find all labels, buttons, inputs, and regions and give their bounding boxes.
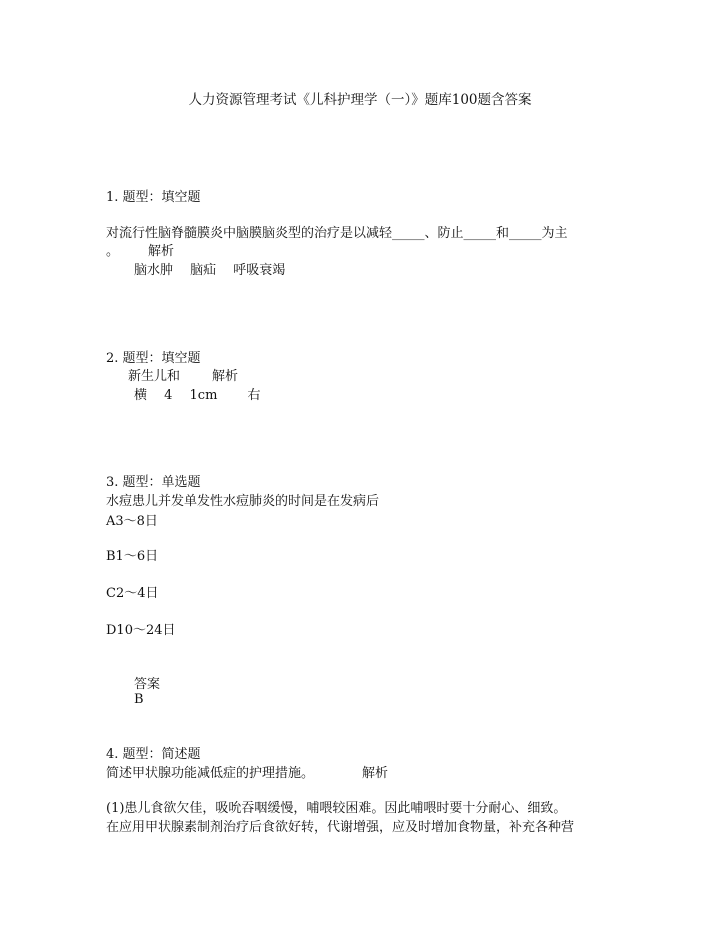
question-4-analysis-label: 解析 xyxy=(362,766,389,781)
question-3-option-c: C2～4日 xyxy=(106,586,159,601)
question-2-stem: 新生儿和 xyxy=(128,369,181,384)
question-1-stem-end: 。 xyxy=(106,244,120,259)
question-3-option-a: A3～8日 xyxy=(106,514,158,529)
question-3-header: 3. 题型：单选题 xyxy=(106,475,201,490)
question-2-analysis-label: 解析 xyxy=(212,369,239,384)
question-4-stem: 简述甲状腺功能减低症的护理措施。 xyxy=(106,766,315,781)
question-1-answer: 脑水肿 脑疝 呼吸衰竭 xyxy=(134,263,286,278)
document-title: 人力资源管理考试《儿科护理学（一）》题库100题含答案 xyxy=(188,92,532,108)
question-3-option-d: D10～24日 xyxy=(106,623,176,638)
question-4-body-line-1: (1)患儿食欲欠佳，吸吮吞咽缓慢，哺喂较困难。因此哺喂时要十分耐心、细致。 xyxy=(106,801,567,816)
question-3-option-b: B1～6日 xyxy=(106,549,159,564)
question-1-stem: 对流行性脑脊髓膜炎中脑膜脑炎型的治疗是以减轻_____、防止_____和_____为主 xyxy=(106,226,568,241)
question-2-answer: 横 4 1cm 右 xyxy=(134,388,261,403)
question-1-header: 1. 题型：填空题 xyxy=(106,190,201,205)
question-3-answer-label: 答案 xyxy=(134,677,161,692)
question-1-analysis-label: 解析 xyxy=(148,244,175,259)
question-4-header: 4. 题型：简述题 xyxy=(106,747,201,762)
question-2-header: 2. 题型：填空题 xyxy=(106,351,201,366)
question-3-stem: 水痘患儿并发单发性水痘肺炎的时间是在发病后 xyxy=(106,494,380,509)
question-3-answer: B xyxy=(134,692,144,707)
question-4-body-line-2: 在应用甲状腺素制剂治疗后食欲好转，代谢增强，应及时增加食物量，补充各种营 xyxy=(106,820,575,835)
